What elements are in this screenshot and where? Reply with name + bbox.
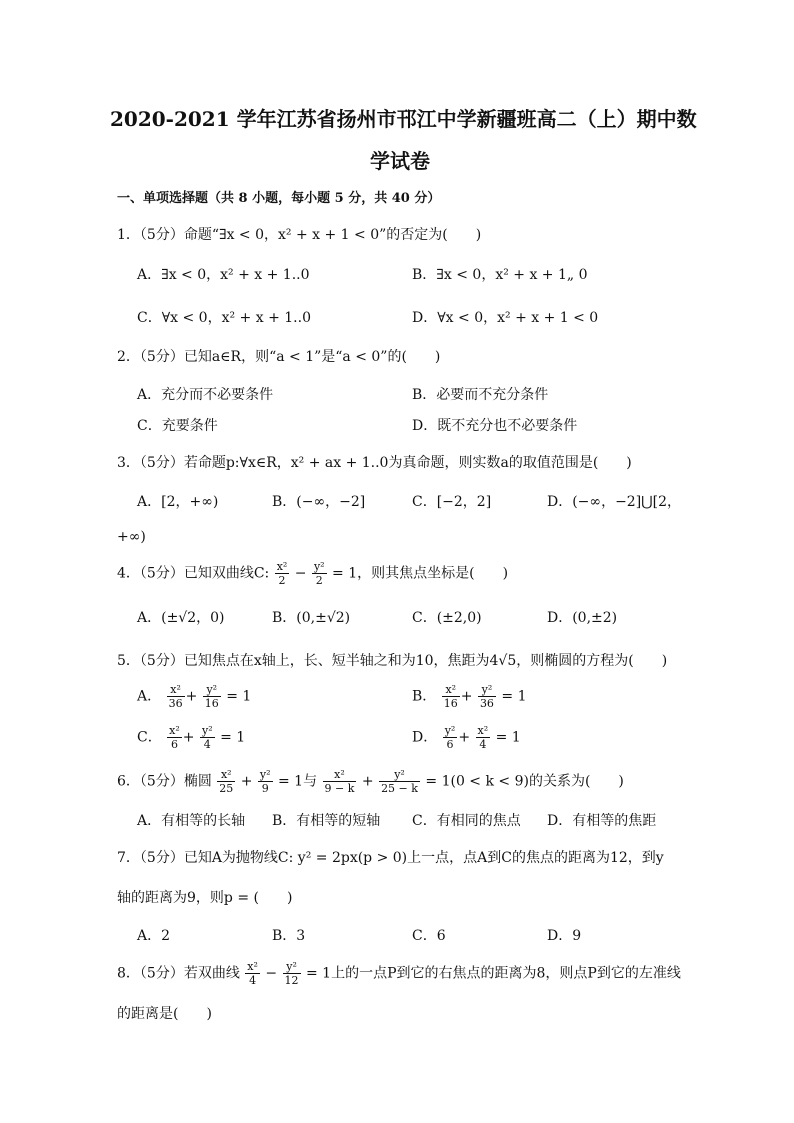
question-3-option-c: C．[−2，2] bbox=[412, 494, 492, 510]
minus-sign: − bbox=[294, 565, 307, 582]
equation-rhs: = 1 bbox=[501, 688, 527, 705]
fraction-denominator: 12 bbox=[284, 974, 299, 987]
fraction-numerator: x² bbox=[442, 683, 460, 697]
fraction-denominator: 4 bbox=[249, 974, 257, 987]
fraction-denominator: 4 bbox=[479, 738, 487, 751]
fraction-numerator: x² bbox=[477, 724, 489, 737]
question-2-stem: 2．（5分）已知a∈R，则“a < 1”是“a < 0”的( ) bbox=[117, 349, 441, 365]
minus-sign: − bbox=[265, 965, 278, 982]
question-8-stem bbox=[117, 960, 681, 987]
option-label: A． bbox=[137, 688, 162, 705]
question-5-option-d: D． $\frac{\text{y²}}{6}$ + $\frac{\text{x²}}{4}$ = 1 bbox=[412, 724, 521, 751]
question-4-option-c: C．(±2,0) bbox=[412, 610, 482, 626]
fraction-numerator: y² bbox=[283, 960, 301, 974]
fraction bbox=[245, 960, 260, 987]
fraction bbox=[442, 683, 460, 710]
question-4-option-b: B．(0,±√2) bbox=[272, 610, 351, 626]
question-6-stem-post: = 1(0 < k < 9)的关系为( ) bbox=[425, 773, 624, 790]
option-label: D． bbox=[412, 729, 438, 746]
question-1-stem: 1．（5分）命题“∃x < 0，x² + x + 1 < 0”的否定为( ) bbox=[117, 227, 482, 243]
question-3-stem: 3．（5分）若命题p:∀x∈R，x² + ax + 1..0为真命题，则实数a的取值范围是( ) bbox=[117, 455, 632, 471]
question-6-stem-mid: = 1与 bbox=[278, 773, 318, 790]
question-7-option-c: C．6 bbox=[412, 928, 446, 944]
fraction bbox=[203, 683, 221, 710]
fraction-denominator: 36 bbox=[479, 697, 494, 710]
question-2-option-b: B．必要而不充分条件 bbox=[412, 387, 549, 403]
fraction-numerator: y² bbox=[478, 683, 496, 697]
question-5-stem: 5．（5分）已知焦点在x轴上，长、短半轴之和为10，焦距为4√5，则椭圆的方程为( ) bbox=[117, 653, 668, 669]
fraction bbox=[167, 683, 185, 710]
question-2-option-d: D．既不充分也不必要条件 bbox=[412, 418, 578, 434]
question-8-stem-post: = 1上的一点P到它的右焦点的距离为8，则点P到它的左准线 bbox=[306, 965, 681, 982]
fraction-denominator: 4 bbox=[203, 738, 211, 751]
fraction bbox=[217, 768, 235, 795]
question-6-option-c: C．有相同的焦点 bbox=[412, 813, 521, 829]
question-7-stem: 7．（5分）已知A为抛物线C: y² = 2px(p > 0)上一点，点A到C的焦点的距离为12，到y bbox=[117, 850, 664, 866]
plus-sign: + bbox=[361, 773, 374, 790]
question-6-option-a: A．有相等的长轴 bbox=[137, 813, 246, 829]
question-6-option-b: B．有相等的短轴 bbox=[272, 813, 381, 829]
question-1-option-b: B．∃x < 0，x² + x + 1„ 0 bbox=[412, 267, 588, 283]
fraction bbox=[258, 768, 273, 795]
fraction-numerator: y² bbox=[313, 560, 325, 573]
fraction-denominator: 9 bbox=[261, 782, 269, 795]
question-3-option-d: D．(−∞，−2]⋃[2， bbox=[547, 494, 682, 510]
question-4-fraction-2 bbox=[312, 560, 327, 587]
fraction-numerator: x² bbox=[167, 683, 185, 697]
question-2-option-c: C．充要条件 bbox=[137, 418, 218, 434]
fraction bbox=[476, 724, 491, 751]
fraction bbox=[379, 768, 420, 795]
question-5-option-c: C． $\frac{\text{x²}}{6}$ + $\frac{\text{y²}}{4}$ = 1 bbox=[137, 724, 246, 751]
fraction-denominator: 2 bbox=[315, 574, 323, 587]
question-7-option-b: B．3 bbox=[272, 928, 306, 944]
question-3-option-a: A．[2，+∞) bbox=[137, 494, 219, 510]
question-8-stem-pre: 8．（5分）若双曲线 bbox=[117, 965, 240, 982]
question-4-stem bbox=[117, 560, 508, 587]
option-label: B． bbox=[412, 688, 437, 705]
question-3-option-d-continuation: +∞) bbox=[117, 529, 146, 545]
question-5-option-b: B． $\frac{\text{x²}}{16}$ + $\frac{\text{y²}}{36}$ = 1 bbox=[412, 683, 527, 710]
fraction-numerator: x² bbox=[169, 724, 180, 737]
question-4-option-d: D．(0,±2) bbox=[547, 610, 618, 626]
plus-sign: + bbox=[240, 773, 253, 790]
fraction-numerator: y² bbox=[444, 724, 456, 737]
equation-rhs: = 1 bbox=[220, 729, 246, 746]
question-5-option-a: A． $\frac{\text{x²}}{36}$ + $\frac{\text{y²}}{16}$ = 1 bbox=[137, 683, 252, 710]
fraction-numerator: x² bbox=[247, 960, 258, 973]
fraction-denominator: 16 bbox=[204, 697, 219, 710]
question-6-stem bbox=[117, 768, 624, 795]
question-4-fraction-1 bbox=[275, 560, 290, 587]
equation-rhs: = 1 bbox=[226, 688, 252, 705]
fraction-numerator: x² bbox=[276, 560, 288, 573]
question-2-option-a: A．充分而不必要条件 bbox=[137, 387, 274, 403]
fraction-numerator: y² bbox=[201, 724, 213, 737]
question-1-option-d: D．∀x < 0，x² + x + 1 < 0 bbox=[412, 310, 599, 326]
fraction bbox=[478, 683, 496, 710]
equation-rhs: = 1 bbox=[495, 729, 521, 746]
question-7-option-d: D．9 bbox=[547, 928, 582, 944]
question-6-stem-pre: 6．（5分）椭圆 bbox=[117, 773, 212, 790]
fraction-numerator: x² bbox=[217, 768, 235, 782]
fraction-denominator: 25 − k bbox=[381, 782, 418, 795]
section-heading: 一、单项选择题（共 8 小题，每小题 5 分，共 40 分） bbox=[117, 191, 441, 206]
exam-title-line1: 2020-2021 学年江苏省扬州市邗江中学新疆班高二（上）期中数 bbox=[110, 107, 697, 131]
question-4-stem-post: = 1，则其焦点坐标是( ) bbox=[332, 565, 509, 582]
fraction bbox=[283, 960, 301, 987]
fraction-denominator: 25 bbox=[219, 782, 234, 795]
fraction-numerator: y² bbox=[203, 683, 221, 697]
fraction-numerator: y² bbox=[259, 768, 271, 781]
fraction-denominator: 2 bbox=[278, 574, 286, 587]
fraction-denominator: 36 bbox=[168, 697, 183, 710]
question-7-stem-continuation: 轴的距离为9，则p = ( ) bbox=[117, 890, 293, 906]
question-3-option-b: B．(−∞，−2] bbox=[272, 494, 366, 510]
fraction-denominator: 9 − k bbox=[324, 782, 355, 795]
fraction bbox=[323, 768, 357, 795]
question-7-option-a: A．2 bbox=[137, 928, 171, 944]
fraction-denominator: 6 bbox=[446, 738, 454, 751]
fraction bbox=[443, 724, 458, 751]
fraction bbox=[167, 724, 182, 751]
exam-title-line2: 学试卷 bbox=[370, 149, 430, 173]
question-4-stem-pre: 4．（5分）已知双曲线C: bbox=[117, 565, 270, 582]
question-1-option-c: C．∀x < 0，x² + x + 1..0 bbox=[137, 310, 311, 326]
question-8-stem-continuation: 的距离是( ) bbox=[117, 1006, 212, 1022]
fraction-numerator: x² bbox=[323, 768, 357, 782]
fraction-denominator: 6 bbox=[170, 738, 178, 751]
fraction-denominator: 16 bbox=[443, 697, 458, 710]
question-1-option-a: A．∃x < 0，x² + x + 1..0 bbox=[137, 267, 310, 283]
fraction-numerator: y² bbox=[379, 768, 420, 782]
question-4-option-a: A．(±√2，0) bbox=[137, 610, 225, 626]
question-6-option-d: D．有相等的焦距 bbox=[547, 813, 657, 829]
fraction bbox=[200, 724, 215, 751]
option-label: C． bbox=[137, 729, 162, 746]
